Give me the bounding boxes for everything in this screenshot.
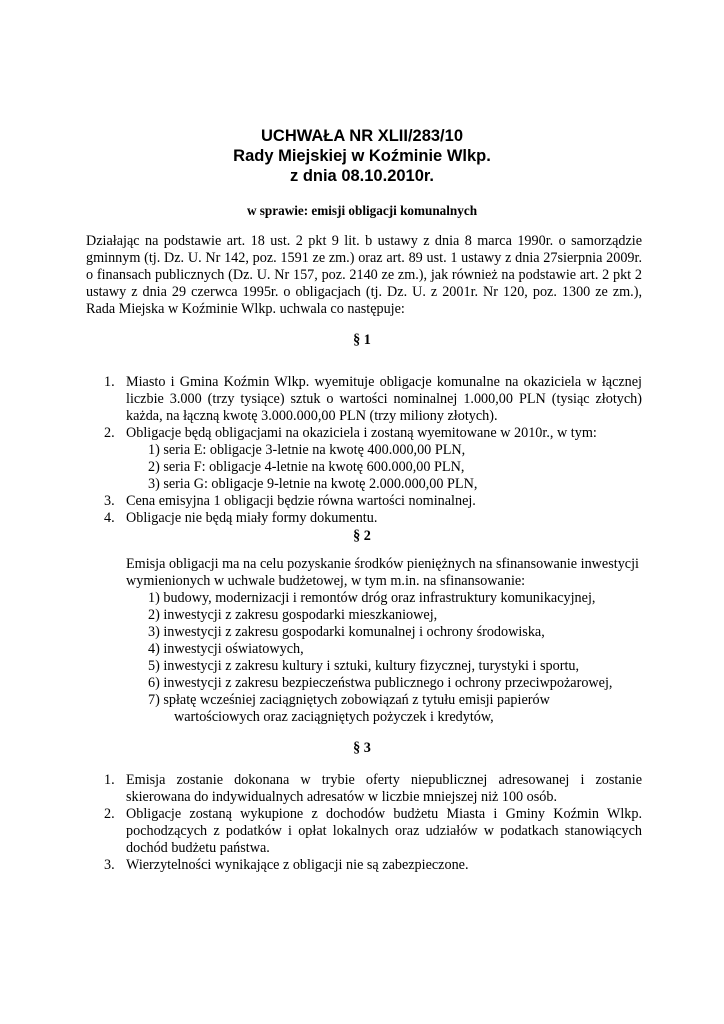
item-text: Miasto i Gmina Koźmin Wlkp. wyemituje obligacje komunalne na okaziciela w łącznej liczbie 3.000 (trzy tysiące) sztuk o wartości nominalnej 1.000,00 PLN (tysiąc złotych) każda, na łączną kwotę 3.000.000,00 PLN (trzy miliony złotych). <box>126 374 642 424</box>
sub-item: 3) seria G: obligacje 9-letnie na kwotę 2.000.000,00 PLN, <box>148 476 478 492</box>
sub-item: 5) inwestycji z zakresu kultury i sztuki, kultury fizycznej, turystyki i sportu, <box>148 658 580 674</box>
item-number: 1. <box>104 772 115 788</box>
list-item <box>86 374 642 425</box>
item-number: 4. <box>104 510 115 526</box>
section-1-heading: § 1 <box>353 332 371 348</box>
list-item <box>86 510 642 527</box>
item-number: 3. <box>104 857 115 873</box>
sub-item: 6) inwestycji z zakresu bezpieczeństwa publicznego i ochrony przeciwpożarowej, <box>148 675 613 691</box>
section-2-body <box>126 556 642 726</box>
item-text: Cena emisyjna 1 obligacji będzie równa wartości nominalnej. <box>126 493 476 509</box>
sub-item: 2) inwestycji z zakresu gospodarki mieszkaniowej, <box>148 607 438 623</box>
section-1-list <box>86 374 642 527</box>
list-item <box>86 493 642 510</box>
document-subject: w sprawie: emisji obligacji komunalnych <box>246 203 478 218</box>
item-text: Obligacje zostaną wykupione z dochodów budżetu Miasta i Gminy Koźmin Wlkp. pochodzących z podatków i opłat lokalnych oraz udziałów w podatkach stanowiących dochód budżetu państwa. <box>126 806 642 856</box>
section-2-lead: Emisja obligacji ma na celu pozyskanie środków pieniężnych na sfinansowanie inwestycji wymienionych w uchwale budżetowej, w tym m.in. na sfinansowanie: <box>126 556 639 589</box>
sub-item: 7) spłatę wcześniej zaciągniętych zobowiązań z tytułu emisji papierów <box>148 692 550 708</box>
sub-item: 4) inwestycji oświatowych, <box>148 641 304 657</box>
title-line-2: Rady Miejskiej w Koźminie Wlkp. <box>233 147 491 165</box>
sub-item-continuation: wartościowych oraz zaciągniętych pożyczek i kredytów, <box>174 709 494 725</box>
sub-item: 3) inwestycji z zakresu gospodarki komunalnej i ochrony środowiska, <box>148 624 545 640</box>
intro-paragraph: Działając na podstawie art. 18 ust. 2 pkt 9 lit. b ustawy z dnia 8 marca 1990r. o samorządzie gminnym (tj. Dz. U. Nr 142, poz. 1591 ze zm.) oraz art. 89 ust. 1 ustawy z dnia 27sierpnia 2009r. o finansach publicznych (Dz. U. Nr 157, poz. 2140 ze zm.), jak również na podstawie art. 2 pkt 2 ustawy z dnia 29 czerwca 1995r. o obligacjach (tj. Dz. U. z 2001r. Nr 120, poz. 1300 ze zm.), Rada Miejska w Koźminie Wlkp. uchwala co następuje: <box>86 233 642 317</box>
list-item <box>86 425 642 493</box>
section-3-list <box>86 772 642 874</box>
sub-item: 1) seria E: obligacje 3-letnie na kwotę 400.000,00 PLN, <box>148 442 466 458</box>
section-2-heading: § 2 <box>353 528 371 544</box>
sub-item: 1) budowy, modernizacji i remontów dróg oraz infrastruktury komunikacyjnej, <box>148 590 596 606</box>
title-line-3: z dnia 08.10.2010r. <box>289 167 434 185</box>
item-text: Emisja zostanie dokonana w trybie oferty niepublicznej adresowanej i zostanie skierowana do indywidualnych adresatów w liczbie mniejszej niż 100 osób. <box>126 772 642 805</box>
item-number: 2. <box>104 425 115 441</box>
sub-item: 2) seria F: obligacje 4-letnie na kwotę 600.000,00 PLN, <box>148 459 465 475</box>
item-number: 1. <box>104 374 115 390</box>
section-3-heading: § 3 <box>353 740 371 756</box>
item-number: 2. <box>104 806 115 822</box>
document-title <box>0 126 724 186</box>
list-item <box>86 806 642 857</box>
item-text: Obligacje nie będą miały formy dokumentu. <box>126 510 378 526</box>
title-line-1: UCHWAŁA NR XLII/283/10 <box>260 127 463 145</box>
item-text: Wierzytelności wynikające z obligacji nie są zabezpieczone. <box>126 857 469 873</box>
list-item <box>86 857 642 874</box>
item-text: Obligacje będą obligacjami na okaziciela i zostaną wyemitowane w 2010r., w tym: <box>126 425 597 441</box>
item-number: 3. <box>104 493 115 509</box>
list-item <box>86 772 642 806</box>
